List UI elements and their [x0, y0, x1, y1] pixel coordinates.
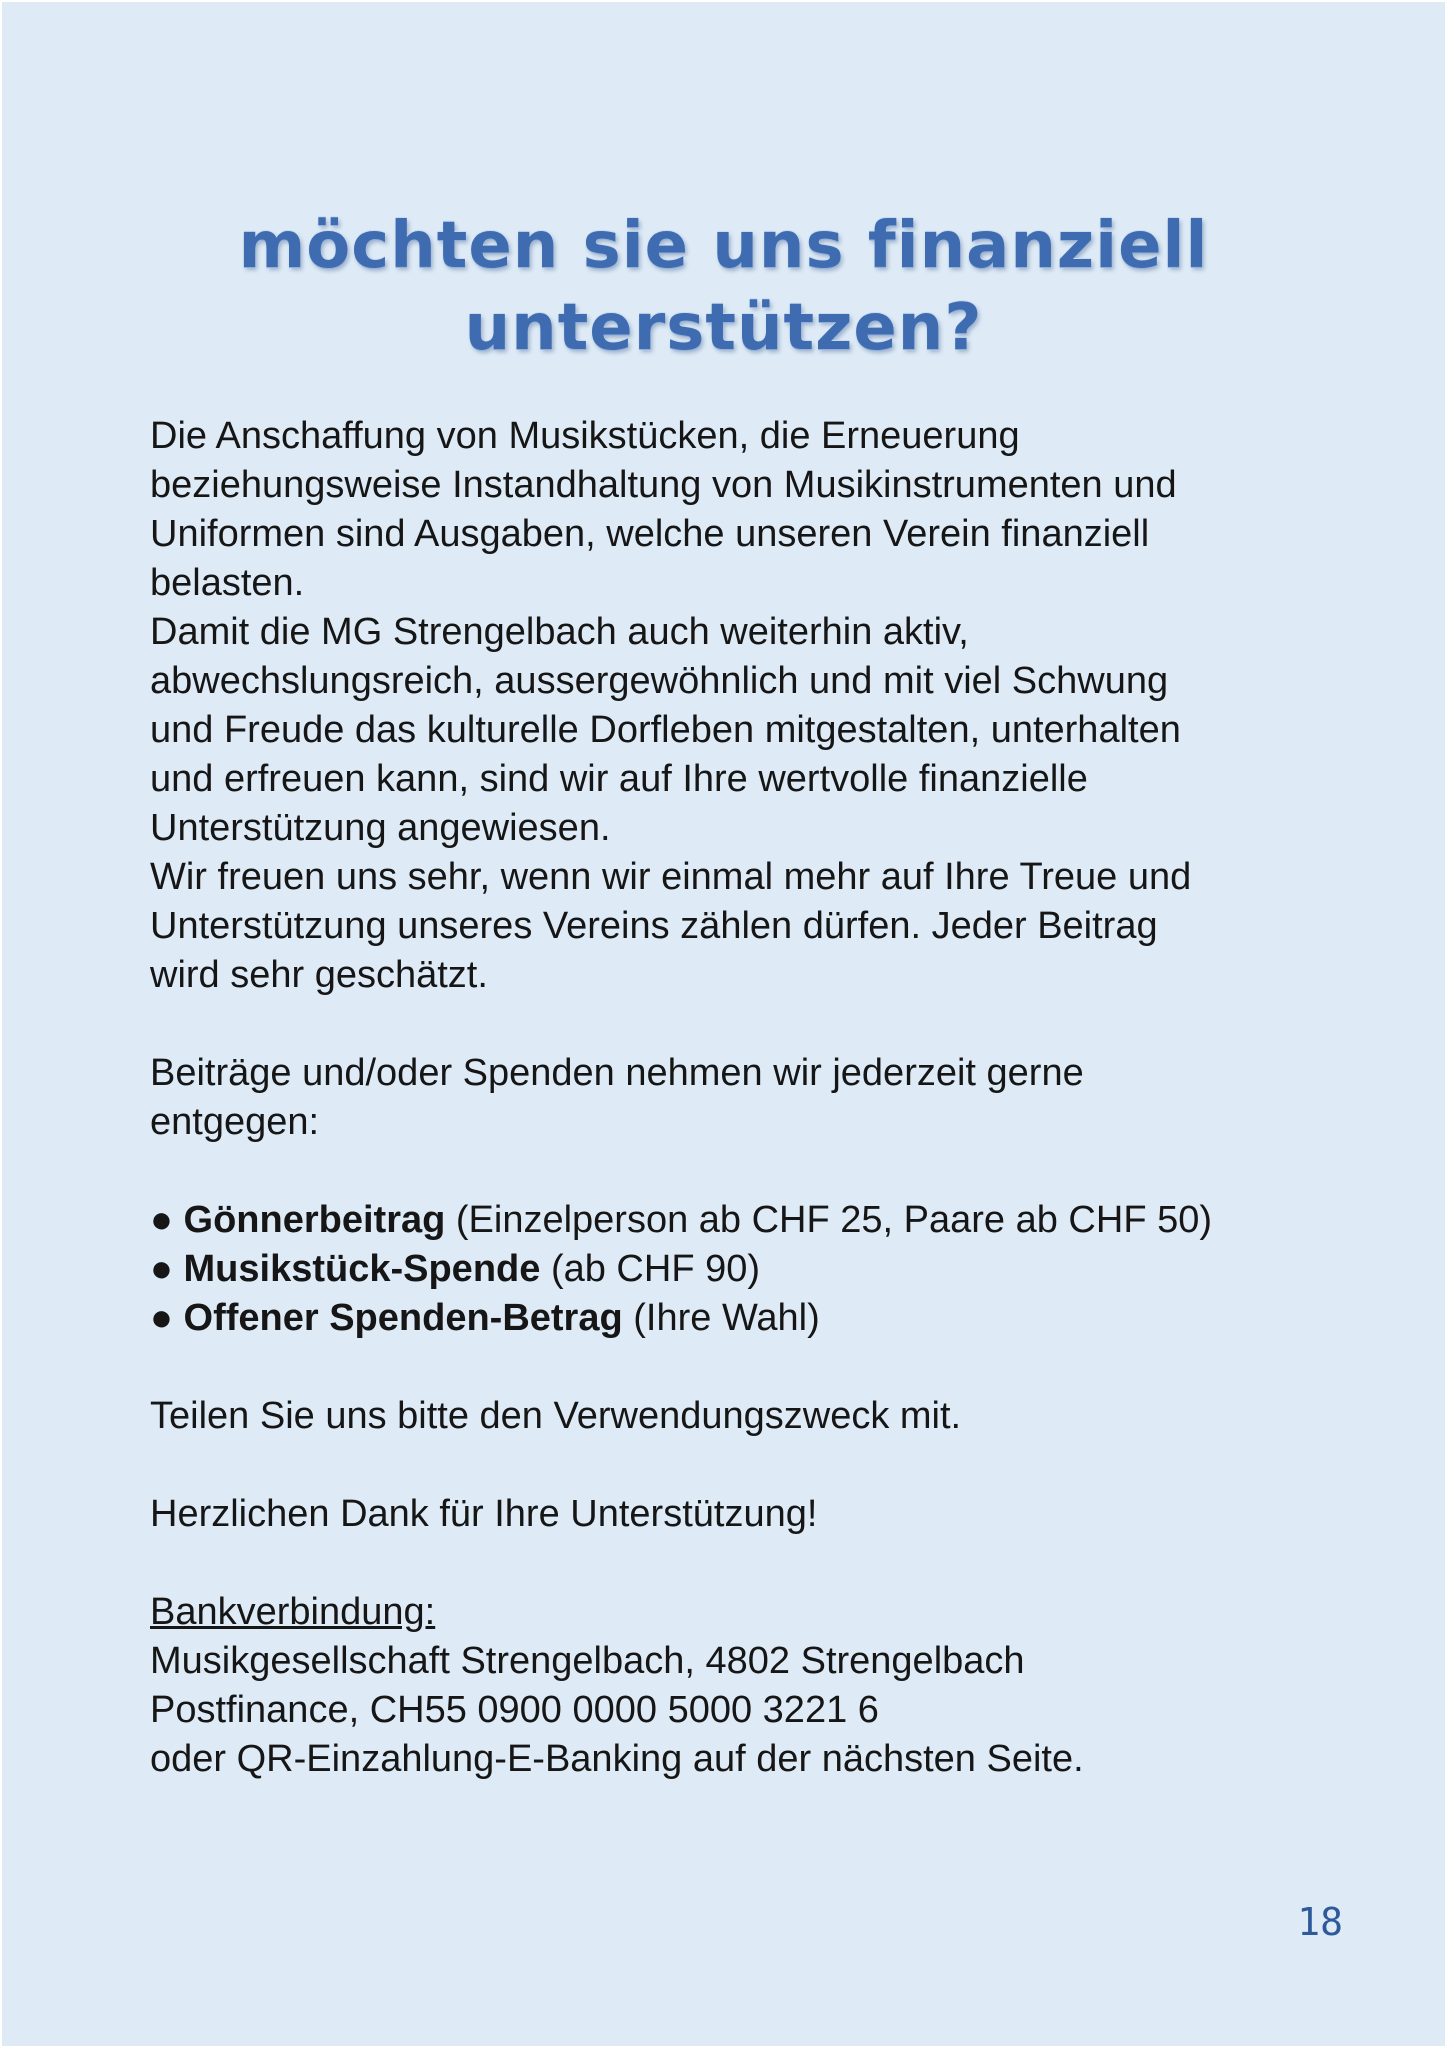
- page-title: [2, 205, 1445, 369]
- purpose-note: Teilen Sie uns bitte den Verwendungszweck mit.: [150, 1395, 962, 1437]
- option-name: Musikstück-Spende: [183, 1248, 541, 1290]
- body-text: [150, 412, 1330, 1784]
- option-detail: (Einzelperson ab CHF 25, Paare ab CHF 50): [455, 1199, 1213, 1241]
- bank-account-holder: Musikgesellschaft Strengelbach, 4802 Strengelbach: [150, 1640, 1025, 1682]
- contributions-line: Beiträge und/oder Spenden nehmen wir jederzeit gerne: [150, 1052, 1084, 1094]
- list-item: [150, 1245, 1330, 1294]
- intro-line: belasten.: [150, 562, 305, 604]
- intro-line: und Freude das kulturelle Dorfleben mitgestalten, unterhalten: [150, 709, 1181, 751]
- option-detail: (Ihre Wahl): [633, 1297, 820, 1339]
- intro-line: abwechslungsreich, aussergewöhnlich und mit viel Schwung: [150, 660, 1169, 702]
- intro-line: Damit die MG Strengelbach auch weiterhin aktiv,: [150, 611, 969, 653]
- intro-paragraph: [150, 412, 1330, 1000]
- bullet-icon: ●: [150, 1297, 173, 1339]
- intro-line: Wir freuen uns sehr, wenn wir einmal mehr auf Ihre Treue und: [150, 856, 1192, 898]
- thanks-text: Herzlichen Dank für Ihre Unterstützung!: [150, 1493, 818, 1535]
- spacer: [150, 1147, 1330, 1196]
- intro-line: und erfreuen kann, sind wir auf Ihre wertvolle finanzielle: [150, 758, 1088, 800]
- list-item: [150, 1196, 1330, 1245]
- contributions-line: entgegen:: [150, 1101, 320, 1143]
- option-name: Offener Spenden-Betrag: [183, 1297, 623, 1339]
- option-detail: (ab CHF 90): [550, 1248, 761, 1290]
- spacer: [150, 1539, 1330, 1588]
- title-line-1: möchten sie uns finanziell: [238, 208, 1209, 283]
- contributions-intro: [150, 1049, 1330, 1147]
- spacer: [150, 1441, 1330, 1490]
- bullet-icon: ●: [150, 1248, 173, 1290]
- intro-line: Die Anschaffung von Musikstücken, die Erneuerung: [150, 415, 1020, 457]
- intro-line: Unterstützung angewiesen.: [150, 807, 611, 849]
- list-item: [150, 1294, 1330, 1343]
- document-page: [2, 2, 1445, 2046]
- spacer: [150, 1000, 1330, 1049]
- spacer: [150, 1343, 1330, 1392]
- intro-line: Unterstützung unseres Vereins zählen dürfen. Jeder Beitrag: [150, 905, 1158, 947]
- option-name: Gönnerbeitrag: [183, 1199, 446, 1241]
- bank-iban: Postfinance, CH55 0900 0000 5000 3221 6: [150, 1689, 879, 1731]
- bank-heading: Bankverbindung:: [150, 1591, 436, 1633]
- page-number: 18: [1297, 1900, 1343, 1944]
- bank-details: [150, 1588, 1330, 1784]
- contribution-options-list: [150, 1196, 1330, 1343]
- title-line-2: unterstützen?: [464, 290, 983, 365]
- intro-line: beziehungsweise Instandhaltung von Musikinstrumenten und: [150, 464, 1177, 506]
- bank-qr-note: oder QR-Einzahlung-E-Banking auf der nächsten Seite.: [150, 1738, 1084, 1780]
- intro-line: wird sehr geschätzt.: [150, 954, 488, 996]
- intro-line: Uniformen sind Ausgaben, welche unseren Verein finanziell: [150, 513, 1150, 555]
- bullet-icon: ●: [150, 1199, 173, 1241]
